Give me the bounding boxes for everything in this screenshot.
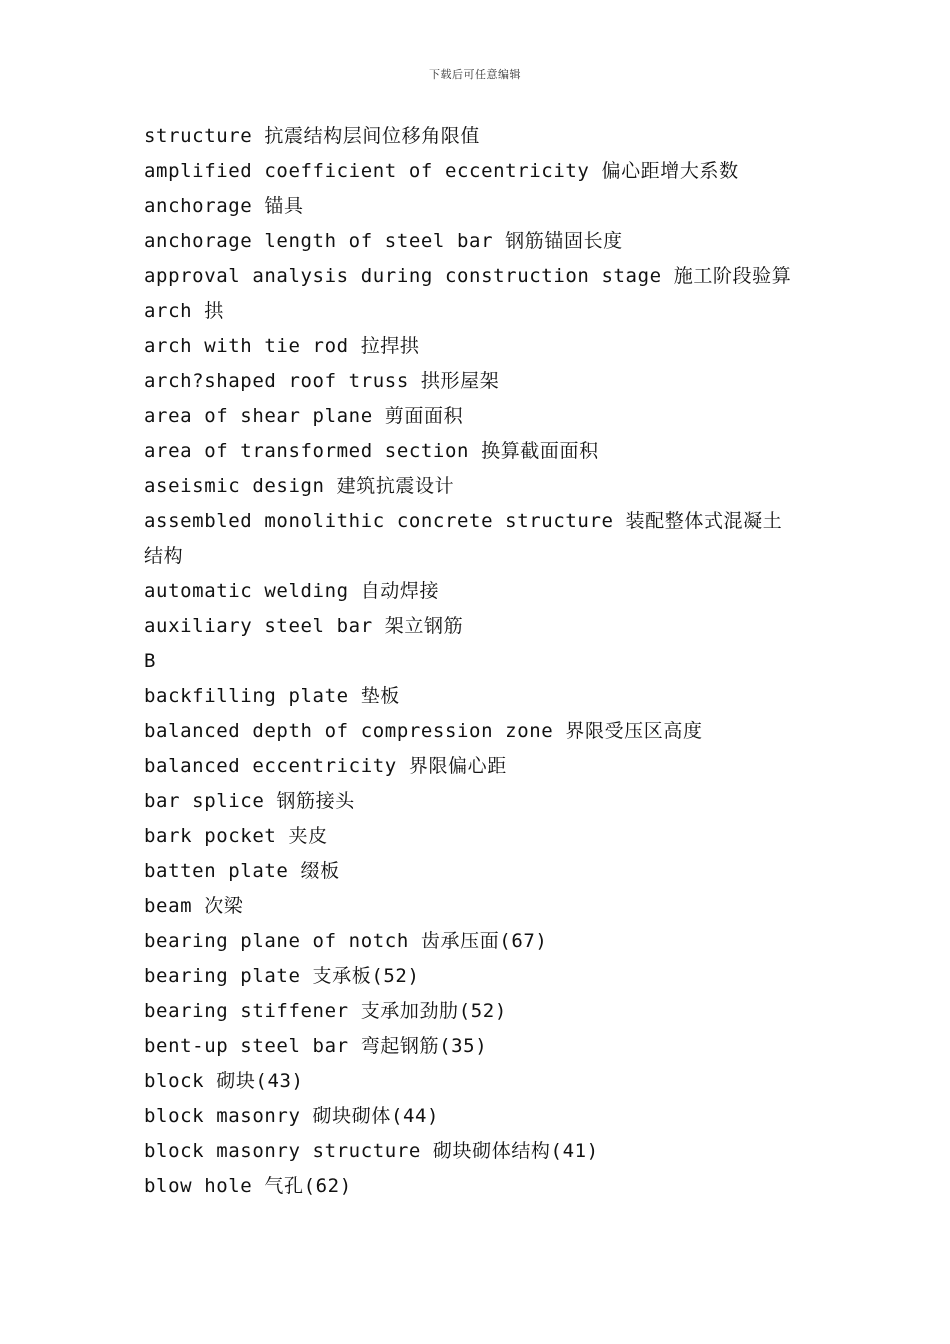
glossary-line: area of shear plane 剪面面积 [144,405,464,427]
glossary-line: approval analysis during construction stage 施工阶段验算 [144,265,792,287]
glossary-line: bearing stiffener 支承加劲肋(52) [144,1000,507,1022]
glossary-line: block masonry structure 砌块砌体结构(41) [144,1140,599,1162]
glossary-line: block masonry 砌块砌体(44) [144,1105,440,1127]
glossary-line: structure 抗震结构层间位移角限值 [144,125,480,147]
glossary-line: bearing plane of notch 齿承压面(67) [144,930,548,952]
glossary-line: aseismic design 建筑抗震设计 [144,475,455,497]
glossary-line: balanced eccentricity 界限偏心距 [144,755,507,777]
glossary-line-continuation: 结构 [144,545,184,567]
glossary-line: arch 拱 [144,300,224,322]
page-header: 下载后可任意编辑 [429,68,521,81]
glossary-line: beam 次梁 [144,895,244,917]
glossary-line: automatic welding 自动焊接 [144,580,440,602]
glossary-line: backfilling plate 垫板 [144,685,400,707]
glossary-line: arch with tie rod 拉捍拱 [144,335,420,357]
glossary-line: blow hole 气孔(62) [144,1175,352,1197]
glossary-line: auxiliary steel bar 架立钢筋 [144,615,464,637]
glossary-line: batten plate 缀板 [144,860,340,882]
glossary-line: arch?shaped roof truss 拱形屋架 [144,370,500,392]
glossary-line: bar splice 钢筋接头 [144,790,355,812]
glossary-line: assembled monolithic concrete structure 装配整体式混凝土 [144,510,783,532]
glossary-line: amplified coefficient of eccentricity 偏心距增大系数 [144,160,739,182]
glossary-line: bark pocket 夹皮 [144,825,328,847]
glossary-line: bearing plate 支承板(52) [144,965,420,987]
glossary-line: balanced depth of compression zone 界限受压区高度 [144,720,703,742]
glossary-line: block 砌块(43) [144,1070,304,1092]
glossary-list [144,119,814,1204]
glossary-line: anchorage 锚具 [144,195,304,217]
section-letter: B [144,650,157,672]
glossary-line: anchorage length of steel bar 钢筋锚固长度 [144,230,623,252]
glossary-line: area of transformed section 换算截面面积 [144,440,599,462]
glossary-line: bent-up steel bar 弯起钢筋(35) [144,1035,488,1057]
